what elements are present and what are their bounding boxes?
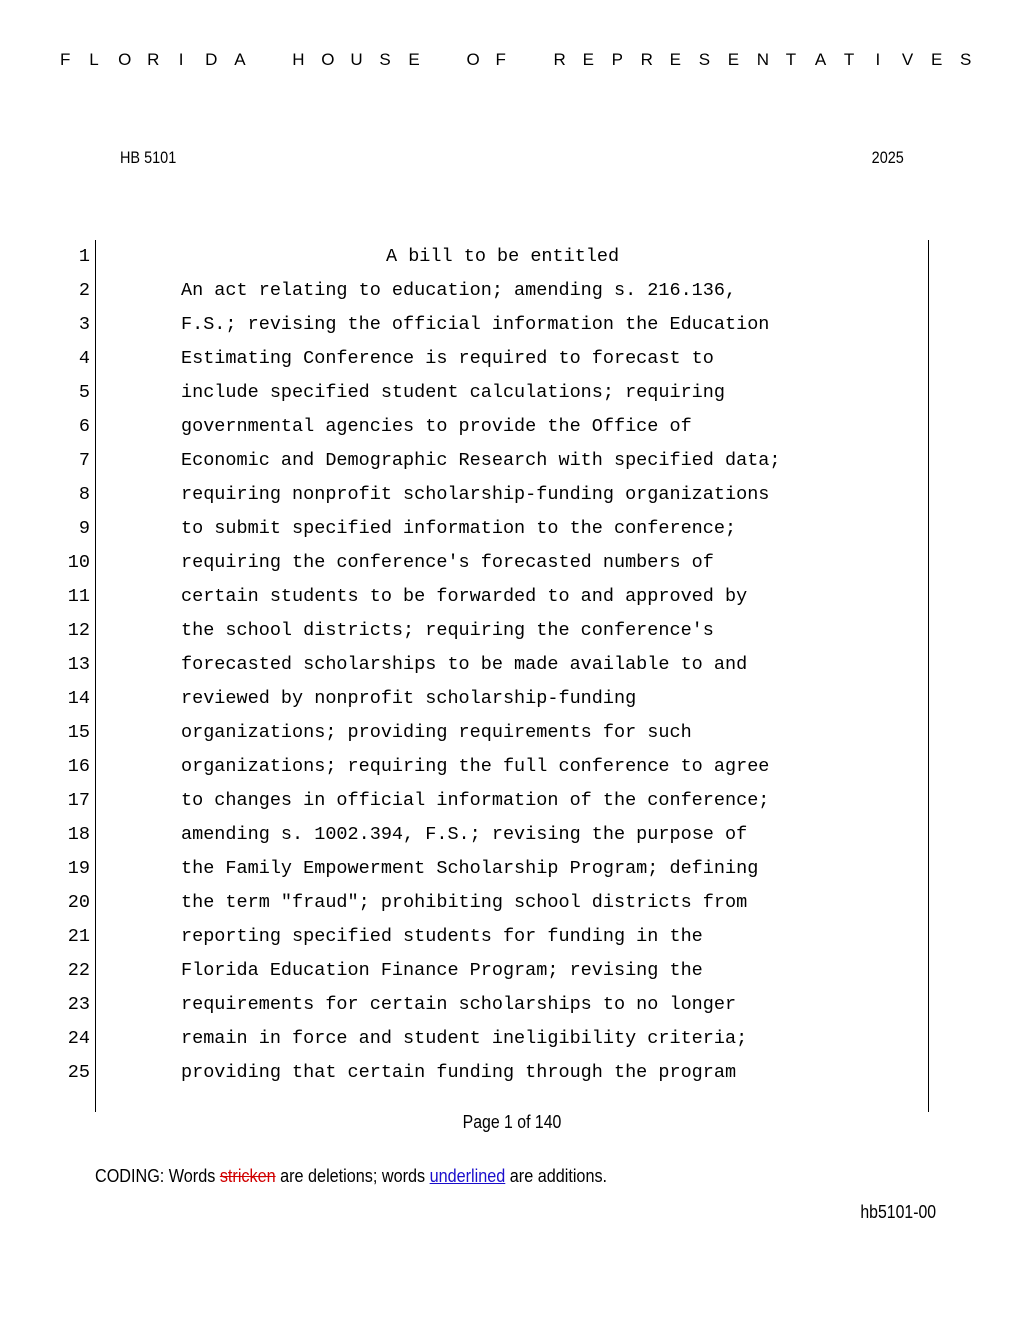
line-number: 13: [67, 654, 90, 675]
bill-text: [0, 240, 1024, 1112]
line-number: 8: [78, 484, 90, 505]
bill-line: [0, 478, 1024, 512]
bill-title-line: A bill to be entitled: [386, 246, 620, 267]
line-text: reporting specified students for funding in the: [181, 926, 703, 947]
line-number: 6: [78, 416, 90, 437]
masthead-letter: [437, 50, 447, 70]
bill-line: [0, 512, 1024, 546]
masthead-letter: R: [147, 50, 160, 69]
line-text: include specified student calculations; requiring: [181, 382, 725, 403]
line-number: 12: [67, 620, 90, 641]
line-text: to changes in official information of the conference;: [181, 790, 770, 811]
masthead-letter: I: [875, 50, 881, 69]
bill-line: [0, 954, 1024, 988]
line-number: 14: [67, 688, 90, 709]
bill-line: [0, 580, 1024, 614]
line-number: 16: [67, 756, 90, 777]
masthead-letter: [263, 50, 273, 70]
masthead-letter: S: [379, 50, 391, 69]
masthead-letter: P: [611, 50, 623, 69]
line-text: to submit specified information to the conference;: [181, 518, 737, 539]
masthead-letter: L: [89, 50, 99, 69]
line-number: 22: [67, 960, 90, 981]
line-text: the Family Empowerment Scholarship Program; defining: [181, 858, 759, 879]
line-text: requiring the conference's forecasted numbers of: [181, 552, 714, 573]
bill-line: [0, 614, 1024, 648]
bill-line: [0, 376, 1024, 410]
bill-year: 2025: [871, 148, 904, 167]
line-text: Florida Education Finance Program; revising the: [181, 960, 703, 981]
line-text: the school districts; requiring the conference's: [181, 620, 714, 641]
line-text: organizations; providing requirements for such: [181, 722, 692, 743]
bill-line: [0, 1056, 1024, 1090]
bill-line: [0, 750, 1024, 784]
line-text: forecasted scholarships to be made available to and: [181, 654, 748, 675]
bill-line: [0, 682, 1024, 716]
line-number: 24: [67, 1028, 90, 1049]
bill-line: [0, 920, 1024, 954]
line-number: 20: [67, 892, 90, 913]
line-number: 17: [67, 790, 90, 811]
line-number: 10: [67, 552, 90, 573]
line-text: remain in force and student ineligibility criteria;: [181, 1028, 748, 1049]
masthead-letter: E: [582, 50, 594, 69]
bill-line: [0, 410, 1024, 444]
coding-legend: [95, 1166, 607, 1187]
bill-line: [0, 886, 1024, 920]
masthead-letter: R: [640, 50, 653, 69]
line-number: 3: [78, 314, 90, 335]
page-number: Page 1 of 140: [462, 1112, 562, 1132]
line-text: the term "fraud"; prohibiting school districts from: [181, 892, 748, 913]
line-text: requirements for certain scholarships to no longer: [181, 994, 737, 1015]
bill-line: [0, 716, 1024, 750]
masthead-letter: O: [466, 50, 480, 69]
bill-line: [0, 274, 1024, 308]
line-text: providing that certain funding through the program: [181, 1062, 737, 1083]
coding-stricken-sample: stricken: [219, 1166, 276, 1186]
masthead-letter: [525, 50, 535, 70]
line-text: F.S.; revising the official information the Education: [181, 314, 770, 335]
bill-line: [0, 988, 1024, 1022]
coding-middle: are deletions; words: [275, 1166, 430, 1186]
masthead-letter: R: [553, 50, 566, 69]
line-text: reviewed by nonprofit scholarship-funding: [181, 688, 637, 709]
line-text: amending s. 1002.394, F.S.; revising the purpose of: [181, 824, 748, 845]
masthead-letter: A: [234, 50, 246, 69]
line-number: 19: [67, 858, 90, 879]
line-number: 5: [78, 382, 90, 403]
masthead-letter: H: [292, 50, 305, 69]
masthead-letter: E: [930, 50, 943, 69]
masthead-letter: F: [60, 50, 71, 69]
line-number: 11: [67, 586, 90, 607]
bill-line: [0, 1022, 1024, 1056]
bill-line: [0, 308, 1024, 342]
masthead-letter: D: [205, 50, 218, 69]
bill-line: [0, 818, 1024, 852]
masthead-letter: E: [669, 50, 681, 69]
line-text: Estimating Conference is required to forecast to: [181, 348, 714, 369]
chamber-masthead: [60, 50, 970, 70]
line-text: Economic and Demographic Research with specified data;: [181, 450, 781, 471]
masthead-letter: N: [756, 50, 770, 69]
line-number: 18: [67, 824, 90, 845]
masthead-letter: A: [814, 50, 827, 69]
line-number: 15: [67, 722, 90, 743]
line-number: 1: [78, 246, 90, 267]
line-number: 7: [78, 450, 90, 471]
line-text: certain students to be forwarded to and approved by: [181, 586, 748, 607]
masthead-letter: T: [785, 50, 797, 69]
bill-line: [0, 852, 1024, 886]
line-number: 21: [67, 926, 90, 947]
line-number: 2: [78, 280, 90, 301]
coding-underlined-sample: underlined: [429, 1166, 506, 1186]
bill-line: [0, 648, 1024, 682]
coding-prefix: CODING: Words: [95, 1166, 220, 1186]
line-text: requiring nonprofit scholarship-funding organizations: [181, 484, 770, 505]
line-number: 4: [78, 348, 90, 369]
bill-number: HB 5101: [120, 148, 177, 167]
masthead-letter: T: [843, 50, 855, 69]
bill-line: [0, 342, 1024, 376]
masthead-letter: S: [959, 50, 972, 69]
bill-line: [0, 784, 1024, 818]
masthead-letter: E: [408, 50, 420, 69]
masthead-letter: E: [727, 50, 740, 69]
file-identifier: hb5101-00: [860, 1202, 936, 1222]
line-number: 9: [78, 518, 90, 539]
line-number: 23: [67, 994, 90, 1015]
line-text: organizations; requiring the full conference to agree: [181, 756, 770, 777]
bill-line: [0, 546, 1024, 580]
masthead-letter: I: [178, 50, 184, 69]
coding-suffix: are additions.: [505, 1166, 608, 1186]
masthead-letter: S: [698, 50, 711, 69]
masthead-letter: V: [901, 50, 914, 69]
line-number: 25: [67, 1062, 90, 1083]
bill-line: [0, 240, 1024, 274]
line-text: governmental agencies to provide the Office of: [181, 416, 692, 437]
masthead-letter: O: [321, 50, 335, 69]
line-text: An act relating to education; amending s. 216.136,: [181, 280, 737, 301]
masthead-letter: O: [118, 50, 132, 69]
masthead-letter: F: [495, 50, 506, 69]
masthead-letter: U: [350, 50, 363, 69]
bill-line: [0, 444, 1024, 478]
